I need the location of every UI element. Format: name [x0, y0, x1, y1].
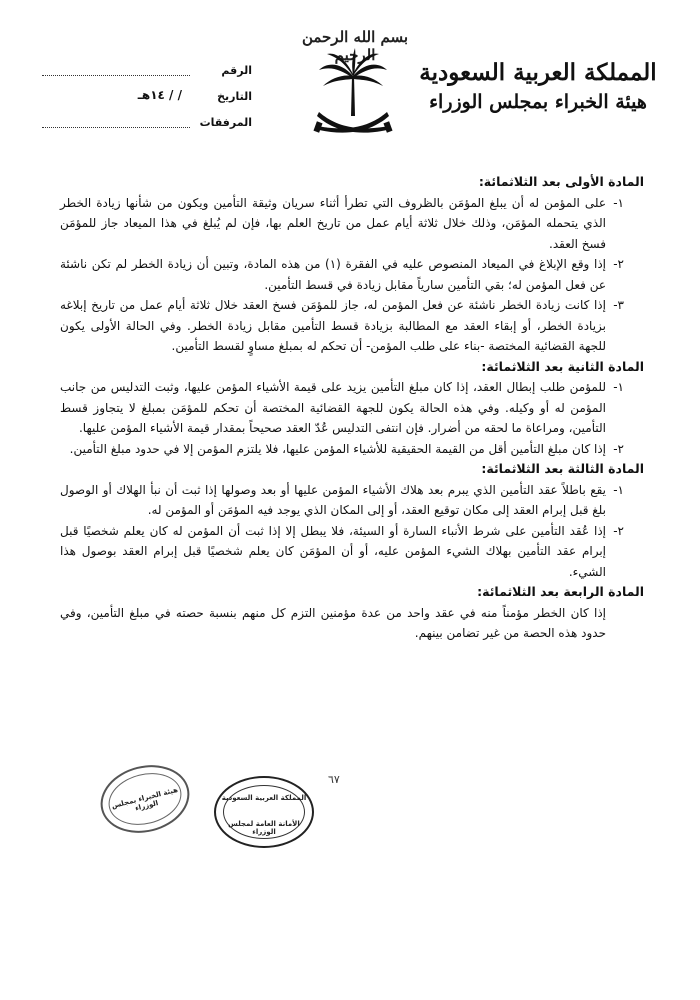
basmala: بسم الله الرحمن: [301, 28, 409, 46]
paragraph-text: يقع باطلاً عقد التأمين الذي يبرم بعد هلاك الأشياء المؤمن عليها أو بعد وصولها إذا ثبت أن نبأ الهلاك أو الوصول بلغ قبل إبرام العقد إلى مكان توقيع العقد، أو إلى المكان الذي يوجد فيه المؤمَن أو المؤمن له.: [60, 482, 606, 517]
article-paragraph: [60, 480, 624, 521]
reference-label: الرقم: [221, 64, 252, 77]
date-label: التاريخ: [217, 90, 252, 103]
article-paragraph: [60, 295, 624, 357]
dotted-line: [42, 75, 190, 76]
paragraph-text: للمؤمن طلب إبطال العقد، إذا كان مبلغ التأمين يزيد على قيمة الأشياء المؤمن عليها، وثبت التدليس من جانب المؤمن له أو وكيله. وفي هذه الحالة يكون للجهة القضائية المختصة أن تحكم للمؤمَن بمبلغ لا يتجاوز قسط التأمين، ومراعاة ما لحقه من أضرار. فإن انتفى التدليس عُدّ العقد صحيحاً بمقدار قيمة الأشياء المؤمن عليها.: [60, 380, 606, 435]
article-heading: المادة الثانية بعد الثلاثمائة:: [481, 358, 644, 374]
letterhead-authority-name: هيئة الخبراء بمجلس الوزراء: [429, 91, 647, 113]
paragraph-text: إذا كان مبلغ التأمين أقل من القيمة الحقيقية للأشياء المؤمن عليها، فلا يلتزم المؤمن إلا في حدود مبلغ التأمين.: [69, 441, 606, 456]
attachments-field: [42, 112, 252, 134]
dotted-line: [42, 127, 190, 128]
date-value: / / ١٤هـ: [137, 88, 182, 102]
article-heading: المادة الرابعة بعد الثلاثمائة:: [477, 584, 644, 599]
article-paragraph: [60, 193, 624, 255]
article-heading: المادة الثالثة بعد الثلاثمائة:: [481, 461, 644, 476]
paragraph-text: إذا كان الخطر مؤمناً منه في عقد واحد من عدة مؤمنين التزم كل منهم بنسبة حصته في مبلغ التأمين، وفي حدود هذه الحصة من غير تضامن بينهم.: [60, 605, 606, 640]
paragraph-text: إذا عُقد التأمين على شرط الأنباء السارة أو السيئة، فلا يبطل إلا إذا ثبت أن المؤمن له كان يعلم شخصيًا قبل إبرام عقد التأمين بهلاك الشيء المؤمن عليه، أو أن المؤمَن كان يعلم شخصيًا قبل إبرام العقد بوصول هذا الشيء.: [60, 523, 606, 579]
paragraph-number: ١-: [613, 482, 624, 497]
letterhead-kingdom-name: المملكة العربية السعودية: [419, 59, 657, 86]
article-paragraph: [60, 439, 624, 460]
paragraph-number: ١-: [613, 380, 624, 394]
paragraph-text: على المؤمن له أن يبلغ المؤمَن بالظروف التي تطرأ أثناء سريان وثيقة التأمين ويكون من شأنها زيادة الخطر الذي يتحمله المؤمَن، وذلك خلال ثلاثة أيام عمل من تاريخ العلم بها، فإن لم يُبلغ في هذا الميعاد جاز للمؤمَن فسخ العقد.: [60, 195, 606, 251]
article-paragraph: [60, 521, 624, 583]
saudi-emblem-palm-swords-icon: [305, 46, 401, 142]
paragraph-text: إذا كانت زيادة الخطر ناشئة عن فعل المؤمن له، جاز للمؤمَن فسخ العقد خلال ثلاثة أيام عمل من تاريخ إبلاغه بزيادة الخطر، أو إبقاء العقد مع المطالبة بزيادة قسط التأمين مقابل زيادة الخطر. وفي الحالة الأولى يكون للجهة القضائية المختصة -بناء على طلب المؤمن- أن تحكم له بمبلغ مساوٍ لقسط التأمين.: [60, 298, 606, 353]
document-body: [60, 172, 644, 644]
paragraph-number: ٢-: [613, 257, 624, 271]
paragraph-number: ٢-: [613, 441, 624, 456]
paragraph-text: إذا وقع الإبلاغ في الميعاد المنصوص عليه في الفقرة (١) من هذه المادة، وتبين أن زيادة الخطر لم تكن ناشئة عن فعل المؤمن له؛ بقي التأمين سارياً مقابل زيادة في قسط التأمين.: [60, 257, 606, 292]
paragraph-number: ٣-: [613, 298, 624, 312]
stamp-text: هيئة الخبراء بمجلس الوزراء: [110, 785, 179, 813]
official-stamp-right: [214, 776, 314, 848]
article-heading: المادة الأولى بعد الثلاثمائة:: [478, 174, 644, 189]
stamp-text: الأمانة العامة لمجلس الوزراء: [228, 820, 300, 836]
attachments-label: المرفقات: [199, 116, 252, 129]
paragraph-number: ٢-: [613, 523, 624, 538]
article-paragraph: [60, 377, 624, 439]
official-stamp-left: [93, 756, 196, 842]
article-paragraph: [60, 603, 624, 644]
paragraph-number: ١-: [613, 195, 624, 210]
article-paragraph: [60, 254, 624, 295]
stamp-text: المملكة العربية السعودية: [221, 794, 307, 802]
date-field: [42, 86, 252, 108]
page-number: ٦٧: [328, 773, 340, 786]
reference-number-field: [42, 60, 252, 82]
